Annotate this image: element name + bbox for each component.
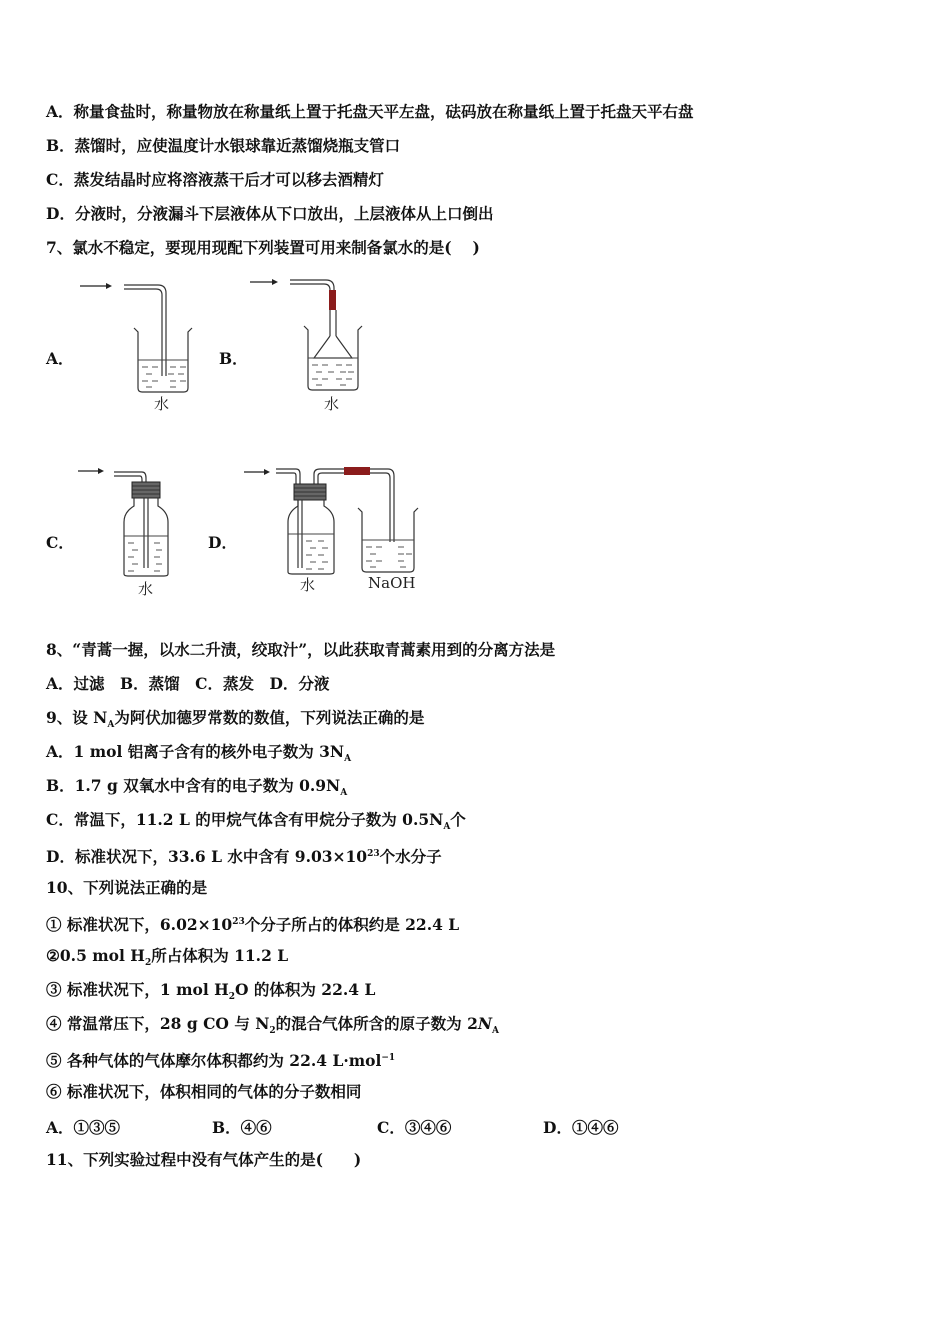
apparatus-d-diagram	[238, 460, 428, 600]
q9-stem: 9、设 $N_A$为阿伏加德罗常数的数值，下列说法正确的是	[46, 708, 425, 731]
inlet-arrow-icon	[250, 279, 278, 285]
q10-choice-d: D．①④⑥	[543, 1118, 619, 1137]
q6-option-c: C．蒸发结晶时应将溶液蒸干后才可以移去酒精灯	[46, 170, 384, 189]
inlet-arrow-icon	[80, 283, 112, 289]
q10-statement-2: ②0.5 mol $H_2$所占体积为 11.2 L	[46, 946, 289, 969]
q10-choice-c: C．③④⑥	[377, 1118, 452, 1137]
q8-stem: 8、“青蒿一握，以水二升渍，绞取汁”，以此获取青蒿素用到的分离方法是	[46, 640, 556, 659]
naoh-label: NaOH	[368, 574, 416, 592]
q10-statement-5: ⑤ 各种气体的气体摩尔体积都约为 22.4 L·mol$^{-1}$	[46, 1051, 396, 1071]
q7-label-c: C．	[46, 533, 74, 552]
q9-option-d: D．标准状况下，33.6 L 水中含有 $9.03\times 10^{23}$个水分子	[46, 847, 442, 867]
q8-options: A．过滤 B．蒸馏 C．蒸发 D．分液	[46, 674, 330, 693]
q6-option-d: D．分液时，分液漏斗下层液体从下口放出，上层液体从上口倒出	[46, 204, 494, 223]
inlet-arrow-icon	[78, 468, 104, 474]
apparatus-a-diagram	[76, 276, 206, 416]
rubber-tube	[344, 467, 370, 475]
apparatus-b-diagram	[246, 274, 376, 416]
inlet-arrow-icon	[244, 469, 270, 475]
q7-label-d: D．	[208, 533, 237, 552]
q10-statement-6: ⑥ 标准状况下，体积相同的气体的分子数相同	[46, 1082, 362, 1101]
water-label: 水	[154, 395, 170, 413]
q10-statement-1: ① 标准状况下，$6.02\times 10^{23}$个分子所占的体积约是 22.4 L	[46, 915, 460, 935]
q7-label-b: B．	[219, 349, 248, 368]
q6-option-b: B．蒸馏时，应使温度计水银球靠近蒸馏烧瓶支管口	[46, 136, 401, 155]
q7-stem: 7、氯水不稳定，要现用现配下列装置可用来制备氯水的是( )	[46, 238, 480, 257]
q10-choice-b: B．④⑥	[212, 1118, 272, 1137]
apparatus-c-diagram	[72, 462, 192, 600]
water-label: 水	[324, 395, 340, 413]
q6-option-a: A．称量食盐时，称量物放在称量纸上置于托盘天平左盘，砝码放在称量纸上置于托盘天平右盘	[46, 102, 694, 121]
q10-stem: 10、下列说法正确的是	[46, 878, 208, 897]
q9-option-b: B．1.7 g 双氧水中含有的电子数为 $0.9N_A$	[46, 776, 348, 799]
q9-option-a: A．1 mol 铝离子含有的核外电子数为 $3N_A$	[46, 742, 352, 765]
water-label: 水	[138, 580, 154, 598]
q10-choice-a: A．①③⑤	[46, 1118, 121, 1137]
q11-stem: 11、下列实验过程中没有气体产生的是( )	[46, 1150, 362, 1169]
water-label: 水	[300, 576, 316, 594]
q10-statement-3: ③ 标准状况下，1 mol $H_2O$ 的体积为 22.4 L	[46, 980, 376, 1003]
q10-statement-4: ④ 常温常压下，28 g CO 与 $N_2$的混合气体所含的原子数为 $2N_A$	[46, 1014, 500, 1037]
rubber-tube	[329, 290, 336, 310]
q9-option-c: C．常温下，11.2 L 的甲烷气体含有甲烷分子数为 $0.5N_A$个	[46, 810, 466, 833]
q7-label-a: A．	[46, 349, 74, 368]
